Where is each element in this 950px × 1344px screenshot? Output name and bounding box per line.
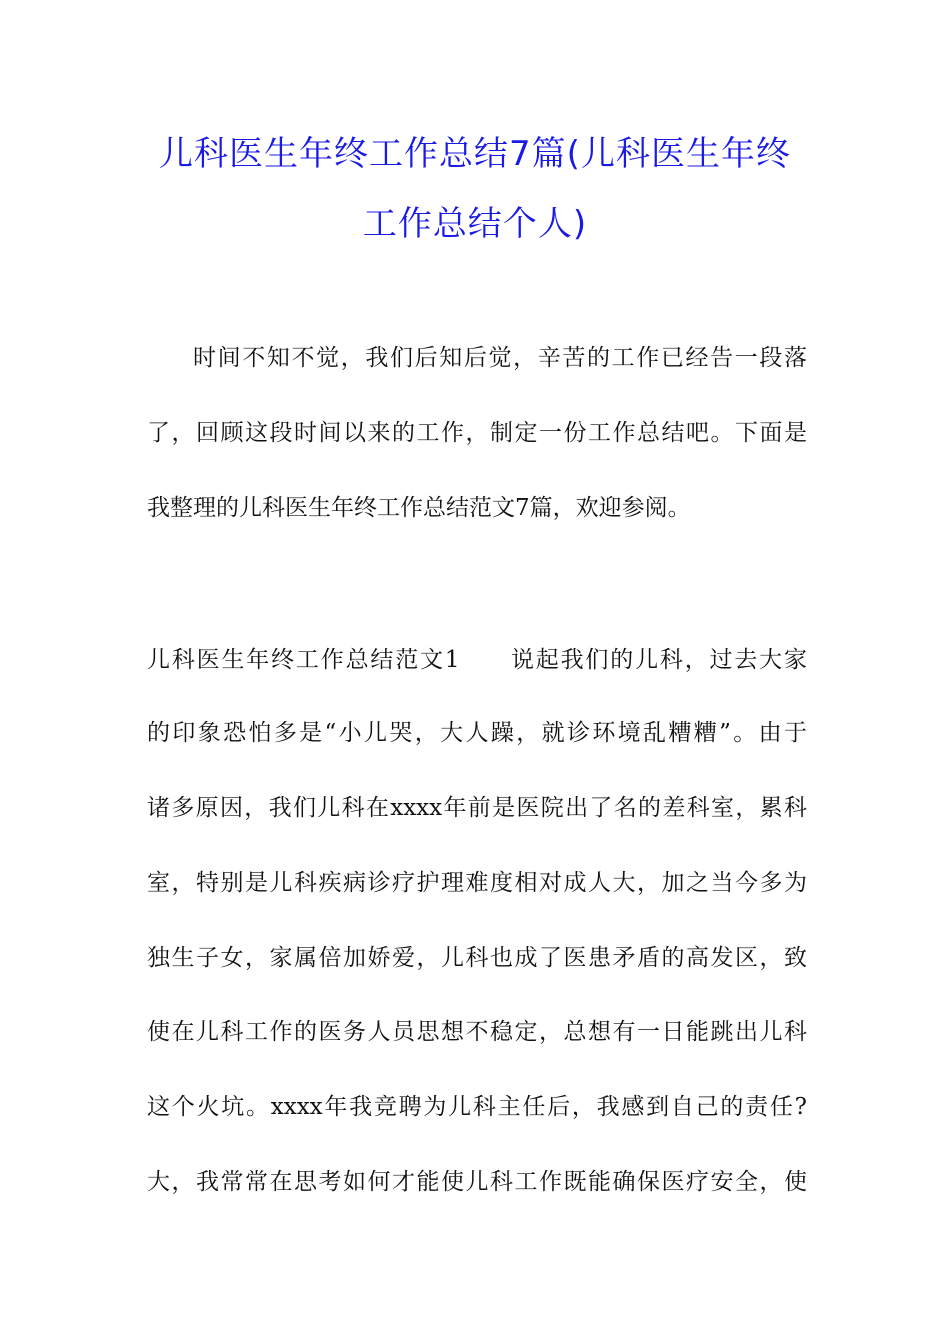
section-paragraph-line: 独生子女，家属倍加娇爱，儿科也成了医患矛盾的高发区，致 — [147, 945, 807, 971]
intro-paragraph-line: 我整理的儿科医生年终工作总结范文7篇，欢迎参阅。 — [147, 495, 691, 521]
document-title-line-2: 工作总结个人) — [362, 204, 588, 244]
section-paragraph-line: 大，我常常在思考如何才能使儿科工作既能确保医疗安全，使 — [147, 1169, 807, 1195]
section-paragraph-line: 这个火坑。xxxx年我竞聘为儿科主任后，我感到自己的责任? — [147, 1094, 807, 1120]
section-paragraph-line: 诸多原因，我们儿科在xxxx年前是医院出了名的差科室，累科 — [147, 795, 807, 821]
intro-paragraph-line: 了，回顾这段时间以来的工作，制定一份工作总结吧。下面是 — [147, 420, 807, 446]
section-paragraph-line: 使在儿科工作的医务人员思想不稳定，总想有一日能跳出儿科 — [147, 1019, 807, 1045]
document-title-line-1: 儿科医生年终工作总结7篇(儿科医生年终 — [159, 134, 791, 174]
section-paragraph-line: 的印象恐怕多是“小儿哭，大人躁，就诊环境乱糟糟”。由于 — [147, 720, 807, 746]
section-paragraph-line: 室，特别是儿科疾病诊疗护理难度相对成人大，加之当今多为 — [147, 870, 807, 896]
intro-paragraph-line: 时间不知不觉，我们后知后觉，辛苦的工作已经告一段落 — [193, 345, 807, 371]
section-paragraph-line: 儿科医生年终工作总结范文1 说起我们的儿科，过去大家 — [147, 647, 807, 673]
